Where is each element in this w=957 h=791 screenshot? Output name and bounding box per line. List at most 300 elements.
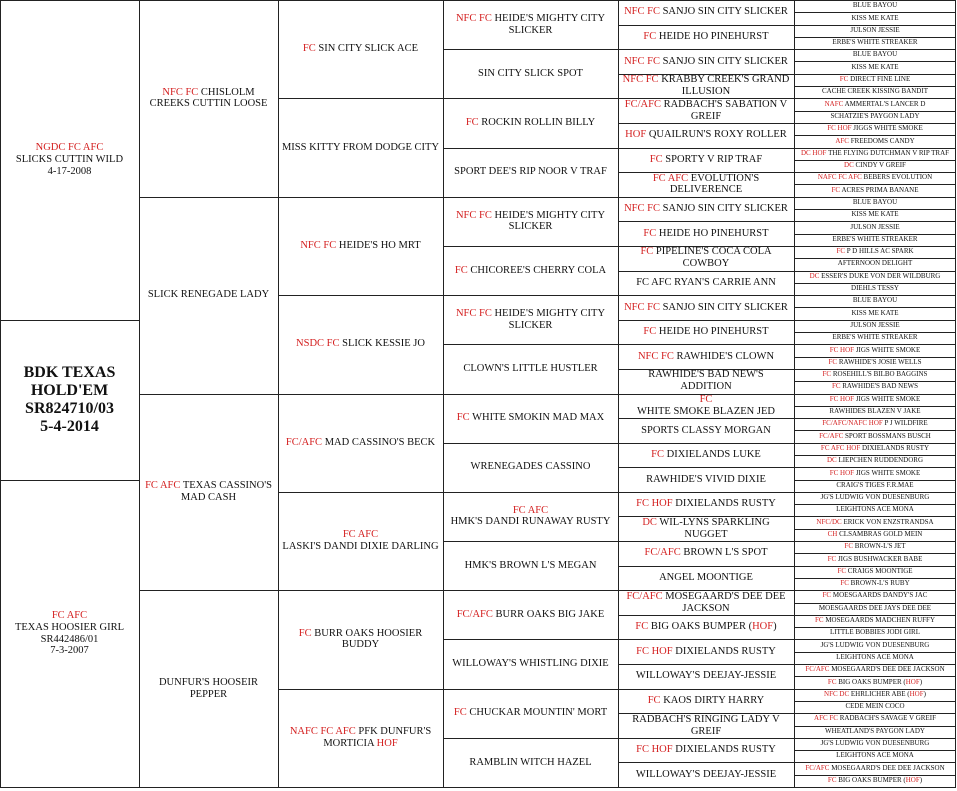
gen5-entry: [618, 197, 793, 222]
gen6-entry: [794, 221, 955, 233]
gen5-entry: [618, 394, 793, 419]
name-line: PEPPER: [189, 688, 228, 700]
name-line: SIN CITY SLICK SPOT: [478, 67, 583, 79]
name-line: [828, 556, 923, 564]
gen6-entry: [794, 775, 955, 787]
name-text: THE FLYING DUTCHMAN V RIP TRAF: [828, 148, 950, 157]
name-line: [623, 74, 790, 86]
name-text: JIGGS WHITE SMOKE: [853, 124, 923, 133]
gen5-entry: [618, 639, 793, 664]
name-text: DIXIELANDS RUSTY: [675, 498, 776, 510]
name-line: SLICKER: [508, 319, 553, 331]
name-line: WILLOWAY'S DEEJAY-JESSIE: [635, 768, 777, 780]
gen6-entry: [794, 689, 955, 701]
gen2-entry: [139, 590, 277, 787]
gen6-entry: [794, 49, 955, 61]
gen6-entry: [794, 172, 955, 184]
name-line: BDK TEXAS: [23, 364, 116, 382]
title-prefix: FC HOF: [636, 744, 676, 756]
name-text: DIRECT FINE LINE: [850, 75, 911, 84]
name-line: [466, 117, 595, 129]
gen6-entry: [794, 61, 955, 73]
title-prefix: FC HOF: [636, 645, 676, 657]
gen4-entry: [443, 148, 617, 197]
title-prefix: FC: [635, 621, 651, 633]
gen6-entry: [794, 762, 955, 774]
title-prefix: HOF: [625, 129, 649, 141]
title-prefix: AFC FC: [814, 714, 840, 723]
name-line: [457, 609, 605, 621]
name-line: [645, 547, 768, 559]
gen5-entry: [618, 320, 793, 345]
title-prefix: NFC FC: [622, 74, 662, 86]
name-line: [801, 150, 949, 158]
name-line: LEIGHTONS ACE MONA: [836, 751, 914, 760]
name-line: JG'S LUDWIG VON DUESENBURG: [820, 640, 930, 649]
name-text: EHRLICHER ABE (: [850, 689, 910, 698]
gen6-entry: [794, 467, 955, 479]
title-prefix: NFC FC: [300, 240, 339, 252]
name-line: DELIVERENCE: [669, 184, 743, 196]
title-prefix: FC: [651, 449, 667, 461]
name-line: GREIF: [690, 725, 722, 737]
name-line: ERBE'S WHITE STREAKER: [832, 38, 918, 47]
gen6-entry: [794, 726, 955, 738]
title-prefix: NGDC FC AFC: [35, 142, 104, 154]
gen6-entry: [794, 627, 955, 639]
title-prefix: FC HOF: [827, 124, 854, 133]
name-line: SLICKS CUTTIN WILD: [15, 154, 124, 166]
title-prefix: FC HOF: [829, 394, 856, 403]
name-line: RAMBLIN WITCH HAZEL: [469, 756, 592, 768]
title-prefix: NAFC FC AFC: [817, 173, 864, 182]
name-line: [650, 154, 762, 166]
title-prefix: FC AFC: [342, 529, 379, 541]
name-line: [643, 326, 768, 338]
name-text: RAWHIDE'S CLOWN: [676, 350, 775, 362]
title-prefix: NFC/DC: [816, 517, 844, 526]
title-prefix: FC: [640, 246, 656, 258]
gen5-entry: [618, 689, 793, 714]
name-line: [823, 592, 928, 600]
name-line: LEIGHTONS ACE MONA: [836, 505, 914, 514]
gen5-entry: [618, 713, 793, 738]
name-text: MOESGAARDS DANDY'S JAC: [832, 591, 928, 600]
title-prefix: FC: [456, 412, 473, 424]
name-line: GREIF: [690, 110, 722, 122]
gen4-entry: [443, 295, 617, 344]
name-text: HEIDE'S MIGHTY CITY: [494, 209, 606, 221]
name-line: RADBACH'S RINGING LADY V: [632, 713, 780, 725]
name-line: [636, 498, 776, 510]
name-text: BIG OAKS BUMPER (: [650, 621, 753, 633]
gen6-entry: [794, 332, 955, 344]
gen6-entry: [794, 74, 955, 86]
title-prefix: FC AFC: [145, 480, 183, 492]
gen6-entry: [794, 111, 955, 123]
name-text: RADBACH'S SABATION V: [663, 98, 788, 110]
gen5-entry: [618, 467, 793, 492]
title-prefix: FC HOF: [636, 498, 676, 510]
name-text: BIG OAKS BUMPER (: [838, 775, 906, 784]
gen6-entry: [794, 541, 955, 553]
gen6-entry: [794, 750, 955, 762]
title-prefix: FC: [839, 75, 851, 84]
name-line: BLUE BAYOU: [852, 1, 898, 10]
title-prefix: NFC FC: [162, 86, 201, 98]
name-line: WILLOWAY'S DEEJAY-JESSIE: [635, 670, 777, 682]
name-text: P J WILDFIRE: [884, 419, 928, 428]
title-prefix: HOF: [909, 689, 924, 698]
gen4-entry: [443, 0, 617, 49]
name-line: [840, 580, 909, 588]
gen5-entry: [618, 295, 793, 320]
name-text: KAOS DIRTY HARRY: [663, 695, 765, 707]
title-prefix: FC AFC: [652, 172, 691, 184]
name-line: [296, 338, 425, 350]
gen3-entry: [278, 0, 442, 98]
name-line: LEIGHTONS ACE MONA: [836, 652, 914, 661]
name-line: [636, 646, 776, 658]
gen6-entry: [794, 209, 955, 221]
name-text: ): [773, 621, 777, 633]
name-text: MAD CASSINO'S BECK: [324, 436, 436, 448]
name-line: SLICK RENEGADE LADY: [147, 289, 270, 301]
name-text: JIGS BUSHWACKER BABE: [837, 554, 923, 563]
name-line: JG'S LUDWIG VON DUESENBURG: [820, 739, 930, 748]
name-line: [810, 273, 941, 281]
name-line: [323, 738, 397, 750]
name-line: KISS ME KATE: [851, 62, 899, 71]
gen2-entry: [139, 197, 277, 394]
name-text: RAWHIDE'S BAD NEWS: [842, 382, 919, 391]
name-text: BURR OAKS BIG JAKE: [495, 608, 605, 620]
gen5-entry: [618, 74, 793, 99]
name-line: BLUE BAYOU: [852, 296, 898, 305]
name-line: 5-4-2014: [40, 417, 99, 435]
title-prefix: HOF: [905, 775, 920, 784]
name-line: [805, 765, 944, 773]
title-prefix: FC: [822, 370, 833, 379]
name-line: [651, 449, 761, 461]
title-prefix: FC: [828, 357, 839, 366]
name-line: [643, 31, 768, 43]
name-line: [635, 621, 776, 633]
name-line: AFTERNOON DELIGHT: [837, 259, 913, 268]
gen3-entry: [278, 295, 442, 393]
name-line: [836, 248, 913, 256]
name-line: DUNFUR'S HOOSEIR: [158, 676, 259, 688]
name-text: AMMERTAL'S LANCER D: [844, 99, 926, 108]
name-line: BUDDY: [341, 639, 380, 651]
title-prefix: FC/AFC: [626, 590, 666, 602]
title-prefix: NSDC FC: [296, 338, 343, 350]
gen6-entry: [794, 283, 955, 295]
name-line: WILLOWAY'S WHISTLING DIXIE: [452, 658, 609, 670]
name-line: [805, 666, 944, 674]
name-line: JULSON JESSIE: [850, 320, 900, 329]
title-prefix: FC: [302, 43, 319, 55]
gen5-entry: [618, 492, 793, 517]
gen4-entry: [443, 394, 617, 443]
gen5-entry: [618, 123, 793, 148]
name-text: CHISLOLM: [200, 86, 255, 98]
name-text: JIGS WHITE SMOKE: [855, 468, 921, 477]
gen6-entry: [794, 578, 955, 590]
gen6-entry: [794, 307, 955, 319]
title-prefix: FC AFC HOF: [820, 443, 862, 452]
name-line: KISS ME KATE: [851, 13, 899, 22]
gen6-entry: [794, 357, 955, 369]
name-line: [299, 628, 422, 640]
title-prefix: FC: [840, 579, 851, 588]
name-line: SR442486/01: [40, 633, 99, 645]
title-prefix: FC: [837, 566, 848, 575]
gen6-entry: [794, 234, 955, 246]
sire-entry: [0, 0, 138, 320]
title-prefix: FC: [643, 227, 659, 239]
title-prefix: FC: [643, 326, 659, 338]
name-text: SLICK KESSIE JO: [342, 338, 425, 350]
title-prefix: AFC: [835, 136, 851, 145]
name-line: [640, 246, 771, 258]
name-text: ERICK VON ENZSTRANDSA: [843, 517, 934, 526]
name-line: BLUE BAYOU: [852, 197, 898, 206]
name-text: FREEDOMS CANDY: [850, 136, 915, 145]
name-line: [829, 359, 922, 367]
gen6-entry: [794, 480, 955, 492]
name-line: CREEKS CUTTIN LOOSE: [149, 98, 268, 110]
gen6-entry: [794, 701, 955, 713]
title-prefix: FC/AFC: [285, 436, 325, 448]
title-prefix: FC/AFC: [805, 763, 832, 772]
title-prefix: FC HOF: [829, 345, 856, 354]
name-text: MOSEGAARDS MADCHEN RUFFY: [825, 616, 935, 625]
name-line: [844, 162, 906, 170]
name-line: SCHATZIE'S PAYGON LADY: [830, 111, 920, 120]
gen6-entry: [794, 184, 955, 196]
name-text: SANJO SIN CITY SLICKER: [662, 6, 788, 18]
name-line: JULSON JESSIE: [850, 222, 900, 231]
name-line: [830, 347, 921, 355]
gen6-entry: [794, 258, 955, 270]
gen5-entry: [618, 49, 793, 74]
name-text: BROWN-L'S JET: [854, 542, 906, 551]
name-line: [456, 210, 605, 222]
name-text: HEIDE'S HO MRT: [338, 240, 421, 252]
name-text: DIXIELANDS LUKE: [666, 449, 761, 461]
title-prefix: FC/AFC: [819, 431, 846, 440]
name-line: [823, 371, 928, 379]
name-text: BURR OAKS HOOSIER: [314, 627, 423, 639]
name-line: [454, 707, 607, 719]
name-line: BLUE BAYOU: [852, 50, 898, 59]
name-line: [828, 531, 923, 539]
name-line: [162, 87, 254, 99]
title-prefix: FC: [647, 695, 664, 707]
name-line: RAWHIDE'S BAD NEW'S: [648, 369, 764, 381]
name-line: [700, 394, 713, 406]
title-prefix: FC AFC: [51, 610, 88, 621]
gen6-entry: [794, 246, 955, 258]
gen6-entry: [794, 455, 955, 467]
title-prefix: FC: [454, 264, 471, 276]
title-prefix: FC: [827, 677, 839, 686]
name-line: ILLUSION: [681, 86, 731, 98]
gen5-entry: [618, 369, 793, 394]
name-line: [145, 480, 272, 492]
name-line: [643, 228, 768, 240]
name-line: [636, 744, 776, 756]
name-text: BROWN-L'S RUBY: [850, 579, 910, 588]
gen6-entry: [794, 418, 955, 430]
gen6-entry: [794, 123, 955, 135]
title-prefix: FC AFC: [512, 504, 549, 516]
name-line: CEDE MEIN COCO: [845, 702, 905, 711]
name-text: BEBERS EVOLUTION: [863, 173, 933, 182]
gen4-entry: [443, 541, 617, 590]
name-line: [827, 457, 923, 465]
title-prefix: FC/AFC: [456, 608, 496, 620]
name-line: ANGEL MOONTIGE: [659, 572, 753, 584]
name-line: [624, 203, 788, 215]
gen6-entry: [794, 271, 955, 283]
name-line: [844, 543, 905, 551]
name-line: [456, 308, 605, 320]
gen5-entry: [618, 25, 793, 50]
name-line: KISS ME KATE: [851, 210, 899, 219]
gen4-entry: [443, 344, 617, 393]
gen5-entry: [618, 738, 793, 763]
name-line: [624, 6, 788, 18]
dam-entry: [0, 480, 138, 787]
gen6-entry: [794, 516, 955, 528]
gen3-entry: [278, 492, 442, 590]
name-text: ): [923, 689, 926, 698]
gen5-entry: [618, 664, 793, 689]
name-line: [816, 519, 933, 527]
gen4-entry: [443, 98, 617, 147]
gen6-entry: [794, 135, 955, 147]
name-line: [303, 43, 418, 55]
title-prefix: FC: [827, 775, 839, 784]
name-text: TEXAS CASSINO'S: [182, 480, 272, 492]
name-line: LASKI'S DANDI DIXIE DARLING: [282, 541, 439, 553]
name-text: ESSER'S DUKE VON DER WILDBURG: [821, 271, 941, 280]
name-line: [300, 240, 420, 252]
gen6-entry: [794, 553, 955, 565]
name-text: CRAIGS MOONTIGE: [847, 566, 913, 575]
gen6-entry: [794, 566, 955, 578]
name-line: [828, 679, 922, 687]
name-line: [624, 56, 788, 68]
gen6-entry: [794, 713, 955, 725]
title-prefix: FC: [453, 707, 470, 719]
name-line: [822, 420, 927, 428]
name-text: DIXIELANDS RUSTY: [861, 443, 930, 452]
name-line: [625, 99, 787, 111]
gen6-entry: [794, 37, 955, 49]
gen5-entry: [618, 172, 793, 197]
name-text: CINDY V GREIF: [855, 161, 906, 170]
title-prefix: FC/AFC: [624, 98, 664, 110]
name-text: MOSEGAARD'S DEE DEE JACKSON: [831, 665, 945, 674]
gen5-entry: [618, 516, 793, 541]
title-prefix: HOF: [905, 677, 920, 686]
name-line: [821, 445, 929, 453]
name-text: LIEPCHEN RUDDENDORG: [838, 456, 924, 465]
gen5-entry: [618, 590, 793, 615]
name-line: HOLD'EM: [30, 382, 109, 400]
name-line: DIEHLS TESSY: [851, 284, 899, 293]
name-line: 7-3-2007: [50, 645, 89, 657]
name-text: HEIDE'S MIGHTY CITY: [494, 307, 606, 319]
name-text: P D HILLS AC SPARK: [846, 247, 914, 256]
name-line: [815, 617, 935, 625]
name-line: [626, 591, 785, 603]
name-line: MAD CASH: [180, 491, 237, 503]
name-text: ROSEHILL'S BILBO BAGGINS: [832, 370, 928, 379]
gen6-entry: [794, 406, 955, 418]
subject-dog: [0, 320, 138, 480]
name-line: JACKSON: [682, 602, 730, 614]
title-prefix: FC: [831, 185, 842, 194]
gen6-entry: [794, 86, 955, 98]
name-line: [837, 568, 912, 576]
name-line: [638, 351, 774, 363]
gen5-entry: [618, 98, 793, 123]
gen3-entry: [278, 197, 442, 295]
name-line: [832, 187, 919, 195]
name-line: JULSON JESSIE: [850, 25, 900, 34]
name-line: [830, 396, 921, 404]
gen6-entry: [794, 12, 955, 24]
gen4-entry: [443, 639, 617, 688]
name-text: DIXIELANDS RUSTY: [675, 744, 776, 756]
name-line: [52, 610, 87, 622]
title-prefix: NFC FC: [624, 55, 663, 67]
gen6-entry: [794, 369, 955, 381]
name-text: MOSEGAARD'S DEE DEE JACKSON: [831, 763, 945, 772]
name-line: [648, 695, 765, 707]
name-text: JIGS WHITE SMOKE: [855, 394, 921, 403]
gen6-entry: [794, 504, 955, 516]
gen6-entry: [794, 197, 955, 209]
name-line: [343, 529, 378, 541]
name-line: [835, 138, 914, 146]
name-line: SLICKER: [508, 221, 553, 233]
gen6-entry: [794, 492, 955, 504]
title-prefix: FC/AFC/NAFC HOF: [822, 419, 885, 428]
title-prefix: NFC FC: [455, 209, 495, 221]
title-prefix: FC: [844, 542, 855, 551]
name-text: HEIDE HO PINEHURST: [658, 227, 769, 239]
name-line: WHEATLAND'S PAYGON LADY: [825, 726, 925, 735]
name-line: [625, 129, 787, 141]
name-line: [824, 691, 926, 699]
name-line: LITTLE BOBBIES JODI GIRL: [829, 628, 921, 637]
name-line: NUGGET: [684, 528, 728, 540]
name-text: CHICOREE'S CHERRY COLA: [470, 264, 607, 276]
name-line: ADDITION: [680, 381, 732, 393]
gen5-entry: [618, 0, 793, 25]
name-line: CLOWN'S LITTLE HUSTLER: [463, 363, 598, 375]
name-line: 4-17-2008: [47, 165, 92, 177]
name-line: [455, 265, 606, 277]
name-line: ERBE'S WHITE STREAKER: [832, 234, 918, 243]
name-text: SANJO SIN CITY SLICKER: [662, 55, 788, 67]
name-line: [819, 433, 931, 441]
